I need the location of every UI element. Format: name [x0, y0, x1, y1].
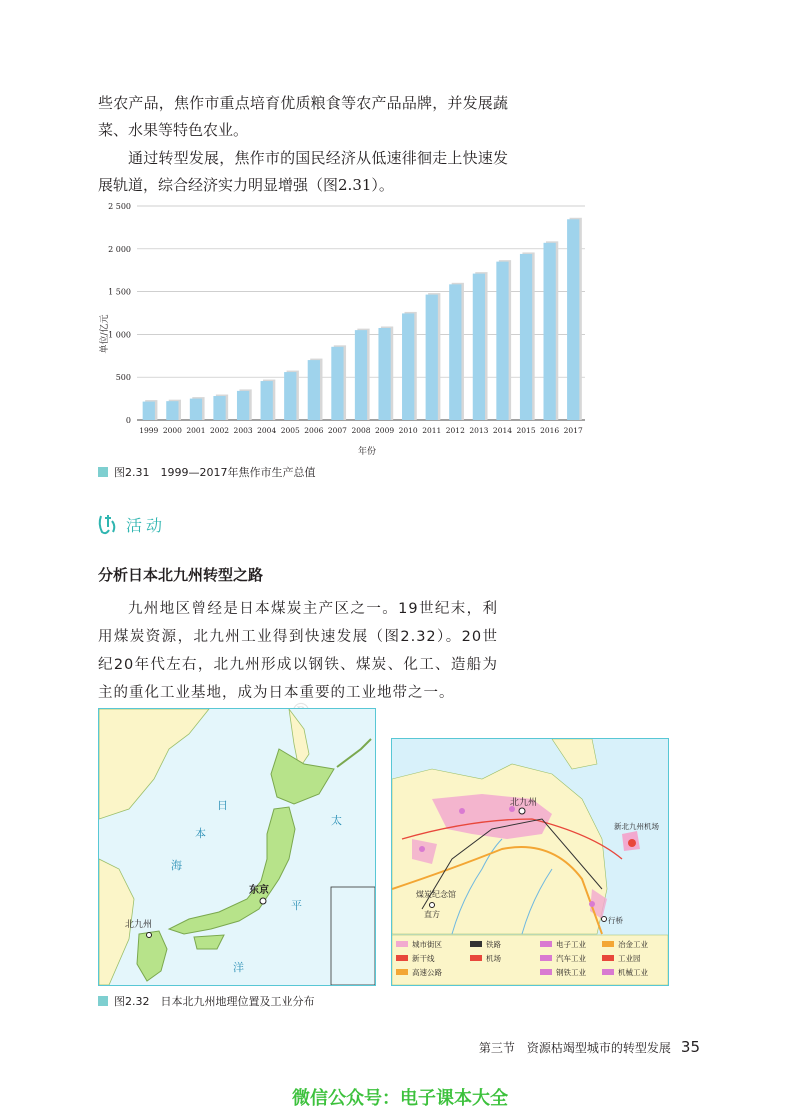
x-tick-label: 2005 — [280, 426, 300, 435]
x-tick-label: 2007 — [327, 426, 347, 435]
legend-swatch — [602, 969, 614, 975]
bar-2014 — [496, 262, 508, 420]
legend-label: 冶金工业 — [618, 940, 648, 949]
chart-ylabel: 单位/亿元 — [100, 314, 110, 354]
x-tick-label: 2000 — [162, 426, 182, 435]
bar-2009 — [378, 328, 390, 420]
x-tick-label: 2014 — [492, 426, 513, 435]
x-tick-label: 2012 — [445, 426, 465, 435]
bar-2003 — [237, 391, 249, 420]
sea-label: 本 — [195, 827, 206, 840]
caption-marker-icon — [98, 467, 108, 477]
industry-marker — [419, 846, 425, 852]
bar-2000 — [166, 401, 178, 420]
x-tick-label: 2016 — [540, 426, 560, 435]
bar-2017 — [567, 219, 579, 420]
x-tick-label: 2006 — [304, 426, 324, 435]
x-tick-label: 1999 — [139, 426, 159, 435]
figure-caption-2-32 — [98, 993, 315, 1009]
city-marker — [602, 917, 607, 922]
industry-marker — [459, 808, 465, 814]
x-tick-label: 2011 — [422, 426, 442, 435]
kitakyushu-industry-map — [391, 738, 669, 986]
legend-swatch — [540, 969, 552, 975]
x-tick-label: 2004 — [257, 426, 277, 435]
airport-label: 新北九州机场 — [614, 822, 659, 831]
x-tick-label: 2017 — [563, 426, 583, 435]
legend-swatch — [602, 955, 614, 961]
tokyo-marker — [260, 898, 266, 904]
bar-2004 — [261, 381, 273, 420]
nogata-label: 直方 — [424, 910, 440, 919]
legend-label: 城市街区 — [412, 940, 442, 949]
page-number: 35 — [680, 1038, 700, 1056]
y-tick-label: 2 000 — [108, 244, 131, 254]
chart-xlabel: 年份 — [357, 447, 377, 457]
ocean-label: 太 — [331, 814, 342, 827]
legend-swatch — [396, 955, 408, 961]
bar-2001 — [190, 399, 202, 420]
legend-swatch — [396, 969, 408, 975]
bar-2013 — [473, 274, 485, 420]
paragraph-transition: 通过转型发展，焦作市的国民经济从低速徘徊走上快速发展轨道，综合经济实力明显增强（图2.31）。 — [98, 149, 508, 194]
yukuhashi-label: 行桥 — [608, 916, 623, 925]
ocean-label: 平 — [291, 899, 302, 912]
bar-2007 — [331, 347, 343, 420]
y-tick-label: 1 500 — [108, 287, 131, 297]
caption-text: 图2.32 日本北九州地理位置及工业分布 — [114, 995, 315, 1008]
legend-swatch — [470, 941, 482, 947]
x-tick-label: 2008 — [351, 426, 371, 435]
japan-map-svg — [99, 709, 375, 985]
paragraph-intro: 些农产品，焦作市重点培育优质粮食等农产品品牌，并发展蔬菜、水果等特色农业。 — [98, 94, 508, 139]
footer-section: 第三节 资源枯竭型城市的转型发展 — [478, 1041, 671, 1055]
caption-marker-icon — [98, 996, 108, 1006]
activity-icon — [96, 512, 120, 536]
caption-text: 图2.31 1999—2017年焦作市生产总值 — [114, 466, 316, 479]
legend-label: 新干线 — [412, 954, 435, 963]
kitakyushu-label: 北九州 — [125, 920, 153, 930]
activity-subheading: 分析日本北九州转型之路 — [98, 566, 264, 584]
legend-label: 高速公路 — [412, 968, 442, 977]
industry-marker — [589, 901, 595, 907]
ocean-label: 洋 — [233, 961, 244, 974]
legend-swatch — [602, 941, 614, 947]
bar-1999 — [143, 402, 155, 420]
legend-swatch — [396, 941, 408, 947]
x-tick-label: 2002 — [209, 426, 230, 435]
x-tick-label: 2015 — [516, 426, 536, 435]
legend-swatch — [470, 955, 482, 961]
activity-heading — [96, 512, 166, 536]
x-tick-label: 2010 — [398, 426, 418, 435]
wechat-banner: 微信公众号：电子课本大全 — [292, 1088, 508, 1109]
city-label: 北九州 — [510, 798, 538, 808]
legend-swatch — [540, 955, 552, 961]
city-marker — [519, 808, 525, 814]
legend-label: 机场 — [486, 954, 501, 963]
y-tick-label: 2 500 — [108, 202, 131, 211]
sea-label: 日 — [217, 799, 228, 812]
gdp-bar-chart — [95, 198, 595, 460]
industry-map-svg — [392, 739, 668, 985]
legend-label: 铁路 — [486, 940, 501, 949]
bar-2002 — [213, 396, 225, 420]
page-footer — [479, 1038, 700, 1056]
legend-label: 钢铁工业 — [556, 968, 586, 977]
bar-2008 — [355, 330, 367, 420]
y-tick-label: 0 — [125, 416, 131, 425]
tokyo-label: 东京 — [249, 885, 269, 896]
bar-2011 — [426, 295, 438, 420]
x-tick-label: 2013 — [469, 426, 489, 435]
paragraph-kyushu: 九州地区曾经是日本煤炭主产区之一。19世纪末，利用煤炭资源，北九州工业得到快速发展（图2.32）。20世纪20年代左右，北九州形成以钢铁、煤炭、化工、造船为主的重化工业基地，成为日本重要的工业地带之一。 — [98, 601, 498, 701]
airport-icon — [628, 839, 636, 847]
kitakyushu-marker — [147, 933, 152, 938]
city-marker — [430, 903, 435, 908]
bar-2016 — [544, 243, 556, 420]
y-tick-label: 500 — [115, 373, 131, 383]
legend-label: 电子工业 — [556, 940, 586, 949]
activity-label: 活动 — [126, 515, 167, 535]
bar-2012 — [449, 284, 461, 420]
x-tick-label: 2001 — [186, 426, 206, 435]
bar-2006 — [308, 360, 320, 420]
legend-swatch — [540, 941, 552, 947]
legend-label: 机械工业 — [618, 968, 648, 977]
x-tick-label: 2009 — [375, 426, 395, 435]
x-tick-label: 2003 — [233, 426, 253, 435]
bar-2015 — [520, 254, 532, 420]
sea-label: 海 — [171, 859, 182, 872]
legend-label: 汽车工业 — [556, 954, 586, 963]
y-tick-label: 1 000 — [108, 330, 131, 340]
japan-location-map — [98, 708, 376, 986]
figure-caption-2-31 — [98, 464, 315, 480]
museum-label: 煤炭纪念馆 — [416, 890, 456, 899]
legend-label: 工业园 — [618, 954, 641, 963]
chart-bars — [143, 218, 582, 420]
bar-2005 — [284, 372, 296, 420]
bar-2010 — [402, 313, 414, 420]
